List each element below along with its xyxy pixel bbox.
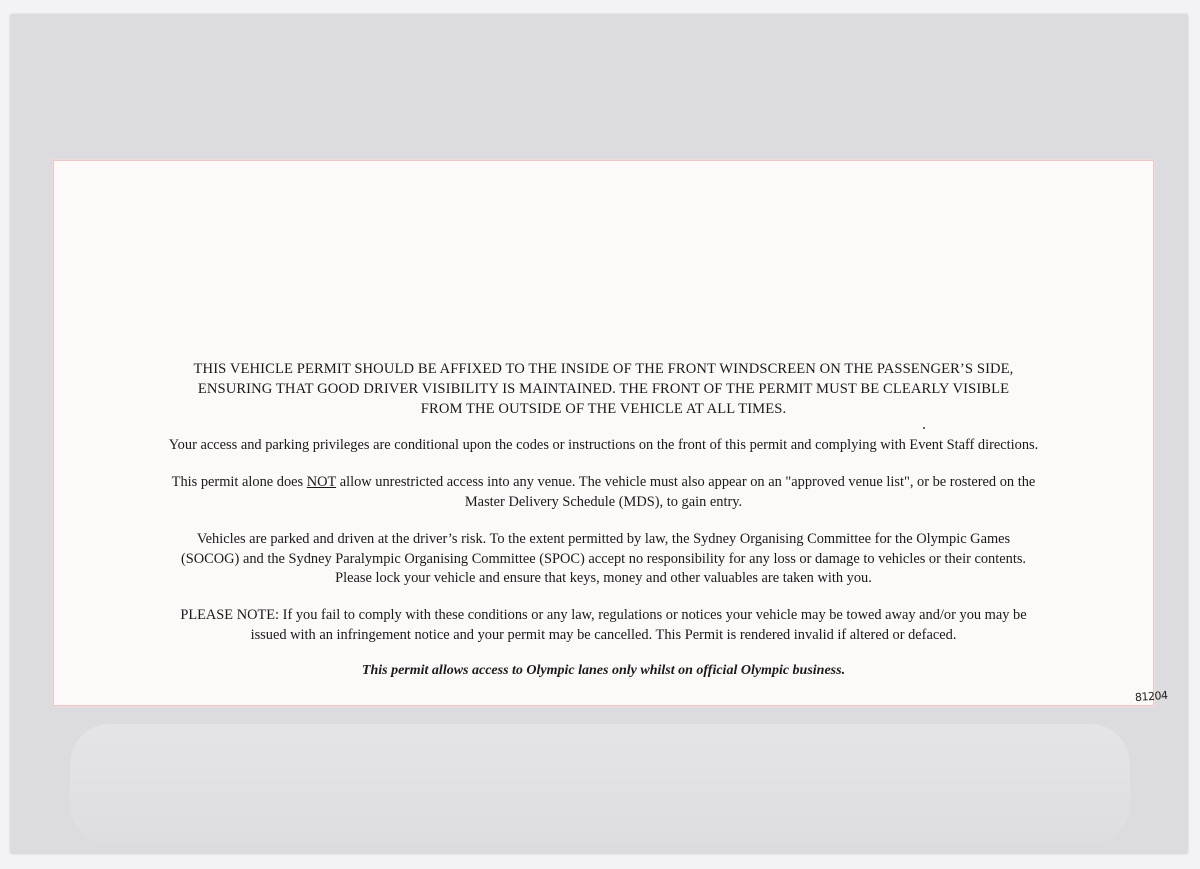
- risk-line: Please lock your vehicle and ensure that keys, money and other valuables are taken with you.: [335, 570, 872, 587]
- heading-line: FROM THE OUTSIDE OF THE VEHICLE AT ALL TIMES.: [420, 400, 787, 417]
- permit-text: [54, 360, 1153, 681]
- not-emphasis: NOT: [306, 474, 337, 491]
- note-line: PLEASE NOTE: If you fail to comply with these conditions or any law, regulations or notices your vehicle may be towed away and/or you may be: [180, 607, 1027, 624]
- heading-line: ENSURING THAT GOOD DRIVER VISIBILITY IS MAINTAINED. THE FRONT OF THE PERMIT MUST BE CLEARLY VISIBLE: [197, 380, 1010, 397]
- olympic-lanes-notice: This permit allows access to Olympic lanes only whilst on official Olympic business.: [361, 662, 846, 678]
- liability-disclaimer: [84, 530, 1124, 589]
- note-line: issued with an infringement notice and your permit may be cancelled. This Permit is rendered invalid if altered or defaced.: [250, 626, 957, 643]
- access-text: Your access and parking privileges are conditional upon the codes or instructions on the front of this permit and complying with Event Staff directions.: [168, 437, 1039, 454]
- risk-line: Vehicles are parked and driven at the driver’s risk. To the extent permitted by law, the Sydney Organising Committee for the Olympic Games: [196, 530, 1011, 547]
- access-conditions: [74, 436, 1134, 456]
- venue-text-line2: Master Delivery Schedule (MDS), to gain entry.: [464, 493, 743, 510]
- vehicle-permit-card: [53, 160, 1154, 706]
- handwritten-catalog-number: 81204: [1134, 688, 1168, 705]
- risk-line: (SOCOG) and the Sydney Paralympic Organising Committee (SPOC) accept no responsibility for any loss or damage to vehicles or their contents.: [180, 550, 1027, 567]
- venue-access-notice: [84, 473, 1124, 513]
- please-note: [84, 606, 1124, 646]
- venue-text-rest: allow unrestricted access into any venue. The vehicle must also appear on an "approved venue list", or be rostered on the: [336, 474, 1036, 491]
- board-reflection: [70, 724, 1130, 844]
- affix-instructions: [124, 360, 1084, 419]
- venue-text-start: This permit alone does: [171, 474, 307, 491]
- heading-line: THIS VEHICLE PERMIT SHOULD BE AFFIXED TO THE INSIDE OF THE FRONT WINDSCREEN ON THE PASSENGER’S SIDE,: [193, 361, 1014, 377]
